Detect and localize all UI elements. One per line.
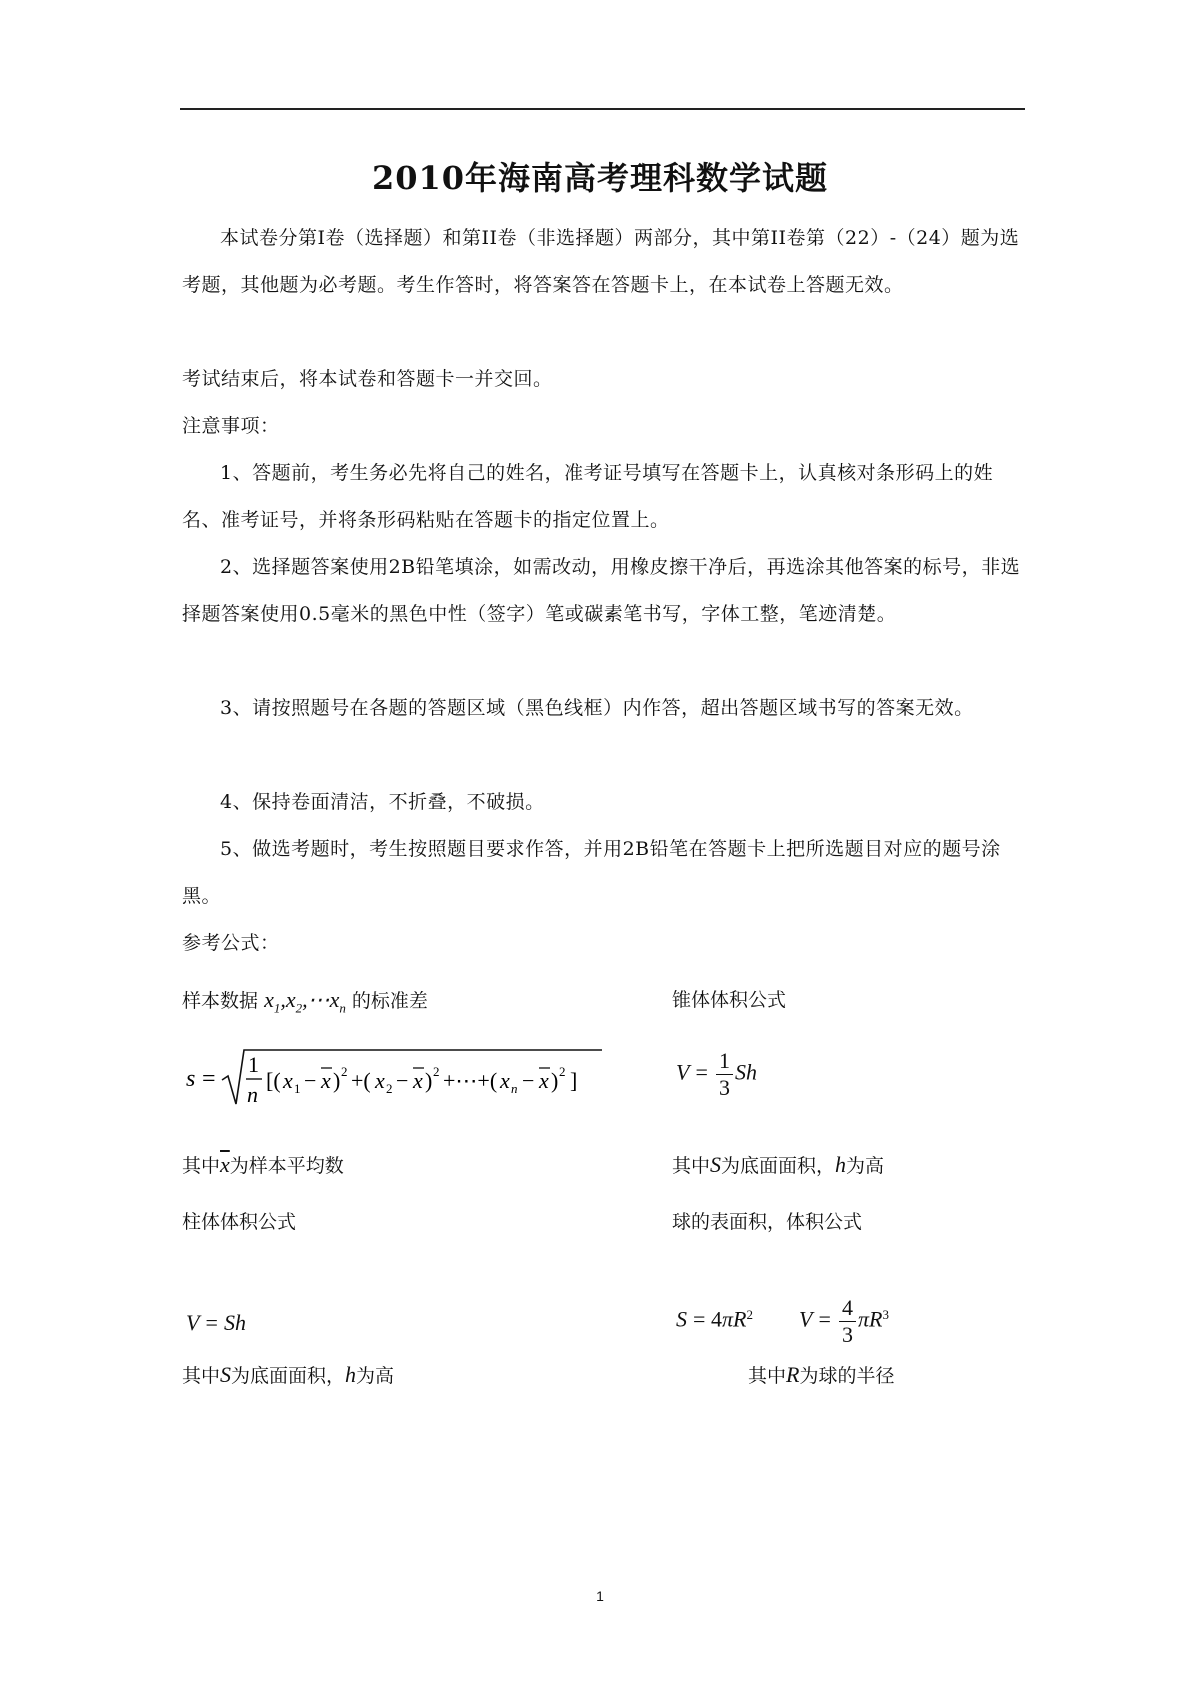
sphere-formula-label: 球的表面积，体积公式 xyxy=(672,1211,863,1233)
cone-note: 其中S为底面面积，h为高 xyxy=(672,1152,885,1177)
svg-text:x: x xyxy=(500,1068,510,1093)
svg-text:s: s xyxy=(186,1066,196,1092)
svg-text:2: 2 xyxy=(433,1064,440,1079)
svg-text:2: 2 xyxy=(386,1081,393,1096)
svg-text:2: 2 xyxy=(341,1064,348,1079)
sphere-formulas: $S = 4\pi R^2$ V = $\frac{4}{3}$ $\pi R^3$ xyxy=(676,1295,889,1347)
note-item-5: 5、做选考题时，考生按照题目要求作答，并用2B铅笔在答题卡上把所选题目对应的题号涂黑。 xyxy=(182,838,1001,907)
formulas-heading: 参考公式： xyxy=(182,932,280,954)
note-item-1: 1、答题前，考生务必先将自己的姓名，准考证号填写在答题卡上，认真核对条形码上的姓名、准考证号，并将条形码粘贴在答题卡的指定位置上。 xyxy=(182,462,994,531)
note-item-3: 3、请按照题号在各题的答题区域（黑色线框）内作答，超出答题区域书写的答案无效。 xyxy=(220,697,974,719)
prism-volume-formula: V = Sh xyxy=(186,1310,246,1335)
cone-volume-label: 锥体体积公式 xyxy=(672,989,787,1011)
note-item-2: 2、选择题答案使用2B铅笔填涂，如需改动，用橡皮擦干净后，再选涂其他答案的标号，非选择题答案使用0.5毫米的黑色中性（签字）笔或碳素笔书写，字体工整，笔迹清楚。 xyxy=(182,556,1021,625)
std-dev-formula xyxy=(182,1042,612,1112)
page-title: 2010年海南高考理科数学试题 xyxy=(371,159,829,197)
prism-note: 其中S为底面面积，h为高 xyxy=(182,1362,395,1387)
svg-text:n: n xyxy=(247,1082,258,1107)
svg-text:): ) xyxy=(551,1068,559,1093)
svg-text:x: x xyxy=(375,1068,385,1093)
svg-text:=: = xyxy=(202,1066,216,1092)
svg-text:−: − xyxy=(304,1068,317,1093)
submission-note: 考试结束后，将本试卷和答题卡一并交回。 xyxy=(182,368,553,390)
svg-text:x: x xyxy=(413,1068,423,1093)
svg-text:2: 2 xyxy=(559,1064,566,1079)
intro-paragraph: 本试卷分第I卷（选择题）和第II卷（非选择题）两部分，其中第II卷第（22）-（24）题为选考题，其他题为必考题。考生作答时，将答案答在答题卡上，在本试卷上答题无效。 xyxy=(182,227,1020,296)
svg-text:): ) xyxy=(333,1068,341,1093)
svg-text:−: − xyxy=(396,1068,409,1093)
mean-symbol: $\overline{x}$ xyxy=(220,1152,230,1177)
svg-text:1: 1 xyxy=(248,1052,259,1077)
std-dev-label: 样本数据 $x_1,x_2,\cdots x_n$ 的标准差 xyxy=(182,987,428,1016)
prism-volume-label: 柱体体积公式 xyxy=(182,1211,297,1233)
svg-text:+⋯+(: +⋯+( xyxy=(443,1068,498,1093)
svg-text:): ) xyxy=(425,1068,433,1093)
svg-text:x: x xyxy=(283,1068,293,1093)
cone-volume-formula: V = $\frac{1}{3}$ Sh xyxy=(676,1048,757,1100)
svg-text:[(: [( xyxy=(266,1068,281,1093)
header-rule xyxy=(180,108,1025,110)
svg-text:1: 1 xyxy=(294,1081,301,1096)
svg-text:x: x xyxy=(321,1068,331,1093)
page-number: 1 xyxy=(596,1588,604,1604)
svg-text:n: n xyxy=(511,1081,518,1096)
std-dev-formula-graphic xyxy=(182,1042,612,1112)
note-item-4: 4、保持卷面清洁，不折叠，不破损。 xyxy=(220,791,545,813)
svg-text:−: − xyxy=(522,1068,535,1093)
mean-note: 其中$\overline{x}$为样本平均数 xyxy=(182,1152,344,1177)
svg-text:x: x xyxy=(539,1068,549,1093)
svg-text:+(: +( xyxy=(351,1068,371,1093)
sample-data-expression: $x_1,x_2,\cdots x_n$ xyxy=(264,987,346,1016)
svg-text:]: ] xyxy=(570,1068,578,1093)
sphere-note: 其中R为球的半径 xyxy=(748,1362,895,1387)
notes-heading: 注意事项： xyxy=(182,415,280,437)
